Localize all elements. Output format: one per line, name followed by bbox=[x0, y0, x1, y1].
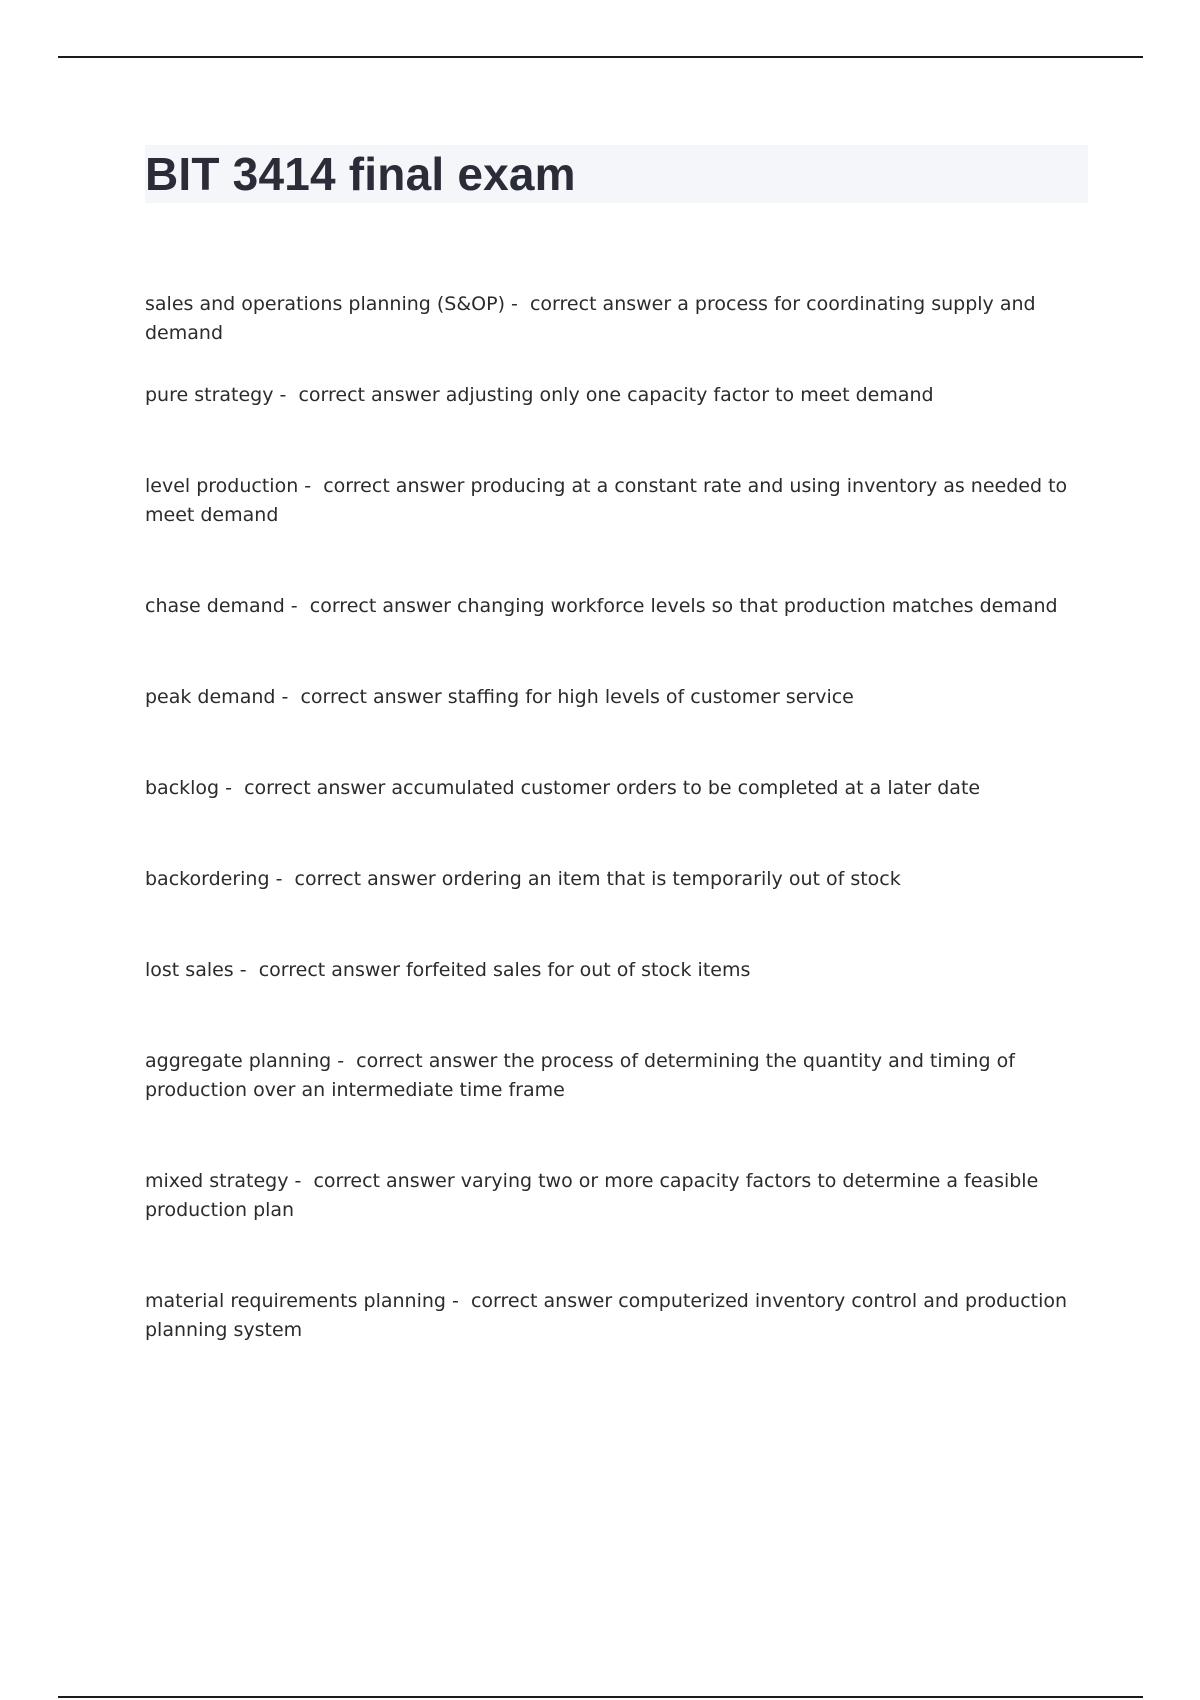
answer-prefix: correct answer bbox=[298, 384, 440, 406]
qa-item bbox=[145, 472, 1090, 530]
term: backordering bbox=[145, 868, 270, 890]
term: peak demand bbox=[145, 686, 276, 708]
answer-prefix: correct answer bbox=[323, 475, 465, 497]
definition: a process for coordinating supply and demand bbox=[145, 293, 1036, 344]
answer-prefix: correct answer bbox=[294, 868, 436, 890]
separator: - bbox=[331, 1050, 357, 1072]
answer-prefix: correct answer bbox=[309, 595, 451, 617]
definition: accumulated customer orders to be completed at a later date bbox=[391, 777, 981, 799]
qa-item bbox=[145, 865, 1090, 894]
qa-item bbox=[145, 1287, 1090, 1345]
qa-item bbox=[145, 683, 1090, 712]
separator: - bbox=[288, 1170, 314, 1192]
separator: - bbox=[298, 475, 324, 497]
separator: - bbox=[269, 868, 295, 890]
answer-prefix: correct answer bbox=[300, 686, 442, 708]
term: backlog bbox=[145, 777, 220, 799]
definition: forfeited sales for out of stock items bbox=[405, 959, 751, 981]
answer-prefix: correct answer bbox=[529, 293, 672, 315]
definition: computerized inventory control and production planning system bbox=[145, 1290, 1068, 1341]
term: chase demand bbox=[145, 595, 285, 617]
qa-item bbox=[145, 381, 1090, 410]
separator: - bbox=[275, 686, 301, 708]
answer-prefix: correct answer bbox=[470, 1290, 613, 1312]
qa-item bbox=[145, 956, 1090, 985]
qa-item bbox=[145, 774, 1090, 803]
term: lost sales bbox=[145, 959, 234, 981]
term: level production bbox=[145, 475, 299, 497]
qa-item bbox=[145, 290, 1090, 348]
term: material requirements planning bbox=[145, 1290, 446, 1312]
term: aggregate planning bbox=[145, 1050, 332, 1072]
definition: staffing for high levels of customer service bbox=[447, 686, 854, 708]
separator: - bbox=[505, 293, 530, 315]
separator: - bbox=[219, 777, 245, 799]
qa-item bbox=[145, 592, 1090, 621]
answer-prefix: correct answer bbox=[313, 1170, 455, 1192]
term: mixed strategy bbox=[145, 1170, 289, 1192]
term: pure strategy bbox=[145, 384, 274, 406]
separator: - bbox=[445, 1290, 471, 1312]
definition: adjusting only one capacity factor to meet demand bbox=[445, 384, 934, 406]
answer-prefix: correct answer bbox=[356, 1050, 498, 1072]
term: sales and operations planning (S&OP) bbox=[145, 293, 505, 315]
qa-item bbox=[145, 1047, 1090, 1105]
bottom-rule bbox=[58, 1696, 1143, 1698]
answer-prefix: correct answer bbox=[258, 959, 400, 981]
definition: ordering an item that is temporarily out of stock bbox=[441, 868, 901, 890]
definition: the process of determining the quantity and timing of production over an intermediate time frame bbox=[145, 1050, 1015, 1101]
separator: - bbox=[284, 595, 310, 617]
qa-item bbox=[145, 1167, 1090, 1225]
definition: varying two or more capacity factors to determine a feasible production plan bbox=[145, 1170, 1039, 1221]
answer-prefix: correct answer bbox=[244, 777, 386, 799]
separator: - bbox=[233, 959, 259, 981]
top-rule bbox=[58, 56, 1143, 58]
definition: changing workforce levels so that production matches demand bbox=[457, 595, 1058, 617]
definition: producing at a constant rate and using inventory as needed to meet demand bbox=[145, 475, 1068, 526]
page-title: BIT 3414 final exam bbox=[145, 148, 576, 200]
separator: - bbox=[273, 384, 299, 406]
